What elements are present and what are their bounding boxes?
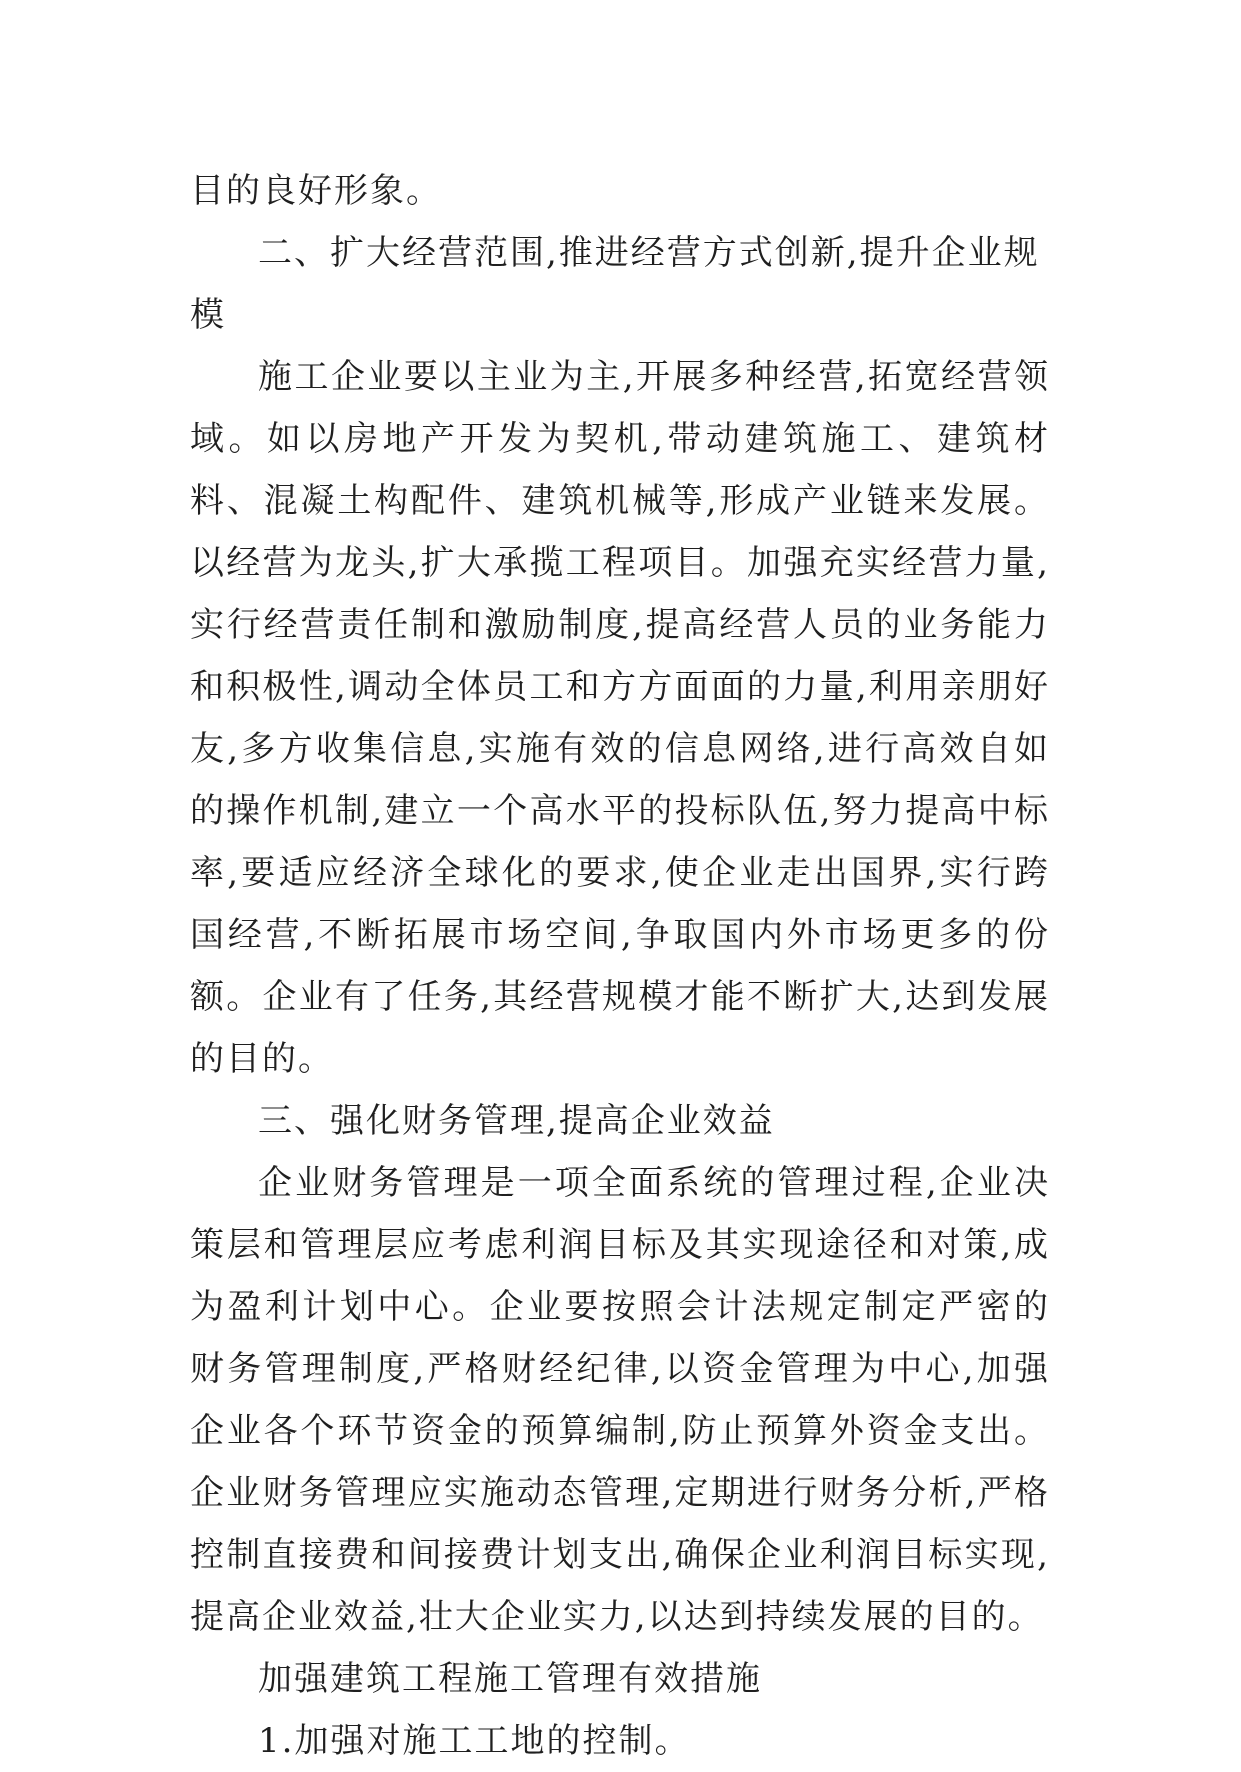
document-body: [190, 160, 1050, 1772]
section-heading-2: 二、扩大经营范围,推进经营方式创新,提升企业规模: [190, 233, 1040, 335]
list-item-1: 1.加强对施工工地的控制。: [258, 1721, 691, 1761]
paragraph-business-scope: 施工企业要以主业为主,开展多种经营,拓宽经营领域。如以房地产开发为契机,带动建筑施工、建筑材料、混凝土构配件、建筑机械等,形成产业链来发展。以经营为龙头,扩大承揽工程项目。加强充实经营力量,实行经营责任制和激励制度,提高经营人员的业务能力和积极性,调动全体员工和方方面面的力量,利用亲朋好友,多方收集信息,实施有效的信息网络,进行高效自如的操作机制,建立一个高水平的投标队伍,努力提高中标率,要适应经济全球化的要求,使企业走出国界,实行跨国经营,不断拓展市场空间,争取国内外市场更多的份额。企业有了任务,其经营规模才能不断扩大,达到发展的目的。: [190, 357, 1050, 1079]
paragraph-financial-management: 企业财务管理是一项全面系统的管理过程,企业决策层和管理层应考虑利润目标及其实现途径和对策,成为盈利计划中心。企业要按照会计法规定制定严密的财务管理制度,严格财经纪律,以资金管理为中心,加强企业各个环节资金的预算编制,防止预算外资金支出。企业财务管理应实施动态管理,定期进行财务分析,严格控制直接费和间接费计划支出,确保企业利润目标实现,提高企业效益,壮大企业实力,以达到持续发展的目的。: [190, 1163, 1050, 1637]
section-heading-measures: 加强建筑工程施工管理有效措施: [258, 1659, 762, 1699]
paragraph-continuation: 目的良好形象。: [190, 171, 442, 211]
section-heading-3: 三、强化财务管理,提高企业效益: [258, 1101, 775, 1141]
